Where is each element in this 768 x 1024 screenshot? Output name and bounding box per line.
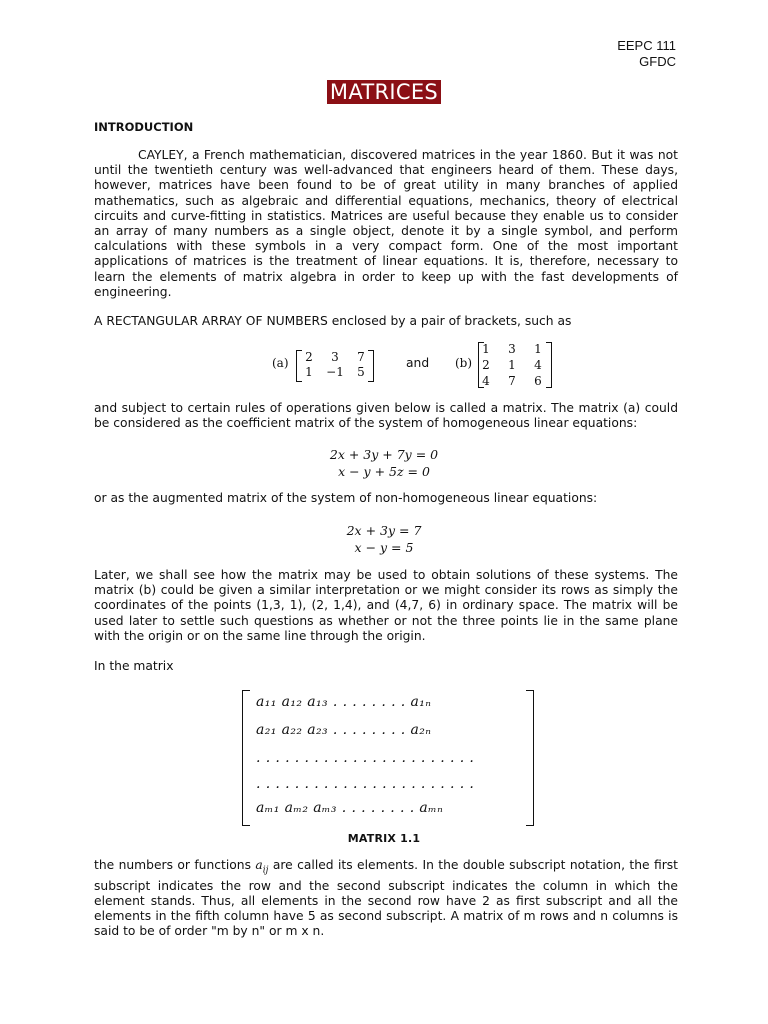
- element-symbol-base: a: [255, 858, 263, 872]
- interpretation-paragraph: Later, we shall see how the matrix may be used to obtain solutions of these systems. The matrix (b) could be given a similar interpretation or we might consider its rows as simply the coordinates of the points (1,3, 1), (2, 1,4), and (4,7, 6) in ordinary space. The matrix will be used later to settle such questions as whether or not the three points lie in the same plane with the origin or on the same line through the origin.: [94, 568, 678, 643]
- and-label: and: [406, 356, 430, 370]
- element-symbol: [255, 858, 269, 876]
- general-matrix-right-bracket: [526, 690, 534, 826]
- course-code: EEPC 111: [617, 38, 676, 53]
- in-the-matrix-line: In the matrix: [94, 659, 174, 673]
- elements-paragraph: [94, 858, 678, 939]
- matrix-b-cell: 1: [534, 342, 542, 356]
- equation-line: x − y = 5: [354, 540, 414, 555]
- augmented-paragraph: or as the augmented matrix of the system of non-homogeneous linear equations:: [94, 491, 598, 505]
- page-title: MATRICES: [327, 80, 441, 104]
- matrix-b-cell: 7: [508, 374, 516, 388]
- elements-suffix: are called its elements. In the double subscript notation, the first subscript indicates the row and the second subscript indicates the column in which the element stands. Thus, all elements in the second row have 2 as first subscript and all the elements in the fifth column have 5 as second subscript. A matrix of m rows and n columns is said to be of order "m by n" or m x n.: [94, 858, 678, 939]
- institution: GFDC: [639, 54, 676, 69]
- general-matrix-left-bracket: [242, 690, 250, 826]
- matrix-b-cell: 4: [482, 374, 490, 388]
- matrix-a-right-bracket: [368, 350, 374, 382]
- matrix-a-cell: 5: [357, 365, 365, 379]
- matrix-a-cell: 7: [357, 350, 365, 364]
- section-heading: INTRODUCTION: [94, 120, 194, 134]
- matrix-a-label: (a): [272, 356, 289, 370]
- intro-paragraph-text: CAYLEY, a French mathematician, discovered matrices in the year 1860. But it was not until the twentieth century was well-advanced that engineers heard of them. These days, however, matrices have been found to be of great utility in many branches of applied mathematics, such as algebraic and differential equations, mechanics, theory of electrical circuits and curve-fitting in statistics. Matrices are useful because they enable us to consider an array of many numbers as a single object, denote it by a single symbol, and perform calculations with these symbols in a very compact form. One of the most important applications of matrices is the treatment of linear equations. It is, therefore, necessary to learn the elements of matrix algebra in order to keep up with the fast developments of engineering.: [94, 148, 678, 299]
- matrix-caption: MATRIX 1.1: [347, 832, 421, 845]
- matrix-b-cell: 2: [482, 358, 490, 372]
- matrix-b-label: (b): [455, 356, 473, 370]
- matrix-a-cell: 1: [305, 365, 313, 379]
- equation-line: x − y + 5z = 0: [338, 464, 430, 479]
- matrix-b-cell: 4: [534, 358, 542, 372]
- matrix-b-cell: 1: [508, 358, 516, 372]
- general-matrix-row: a₂₁ a₂₂ a₂₃ . . . . . . . . a₂ₙ: [256, 722, 432, 738]
- general-matrix: [242, 690, 534, 826]
- intro-paragraph: [94, 148, 678, 300]
- homogeneous-equations: [0, 446, 768, 480]
- equation-line: 2x + 3y + 7y = 0: [329, 447, 439, 462]
- matrix-b-cell: 3: [508, 342, 516, 356]
- title-wrap: [0, 80, 768, 104]
- matrix-b-cell: 1: [482, 342, 490, 356]
- array-paragraph: A RECTANGULAR ARRAY OF NUMBERS enclosed by a pair of brackets, such as: [94, 314, 572, 328]
- general-matrix-row: . . . . . . . . . . . . . . . . . . . . . . .: [256, 750, 475, 766]
- header-block: [617, 38, 676, 70]
- example-matrices: [272, 342, 572, 390]
- elements-prefix: the numbers or functions: [94, 858, 251, 872]
- general-matrix-row: aₘ₁ aₘ₂ aₘ₃ . . . . . . . . aₘₙ: [256, 800, 444, 816]
- matrix-a-cell: −1: [326, 365, 344, 379]
- equation-line: 2x + 3y = 7: [346, 523, 422, 538]
- matrix-b-right-bracket: [546, 342, 552, 388]
- element-symbol-subscript: ij: [262, 865, 269, 876]
- general-matrix-row: a₁₁ a₁₂ a₁₃ . . . . . . . . a₁ₙ: [256, 694, 432, 710]
- general-matrix-row: . . . . . . . . . . . . . . . . . . . . . . .: [256, 776, 475, 792]
- matrix-a-cell: 2: [305, 350, 313, 364]
- matrix-definition-paragraph: and subject to certain rules of operations given below is called a matrix. The matrix (a) could be considered as the coefficient matrix of the system of homogeneous linear equations:: [94, 401, 678, 431]
- matrix-b-cell: 6: [534, 374, 542, 388]
- non-homogeneous-equations: [0, 522, 768, 556]
- matrix-a-cell: 3: [331, 350, 339, 364]
